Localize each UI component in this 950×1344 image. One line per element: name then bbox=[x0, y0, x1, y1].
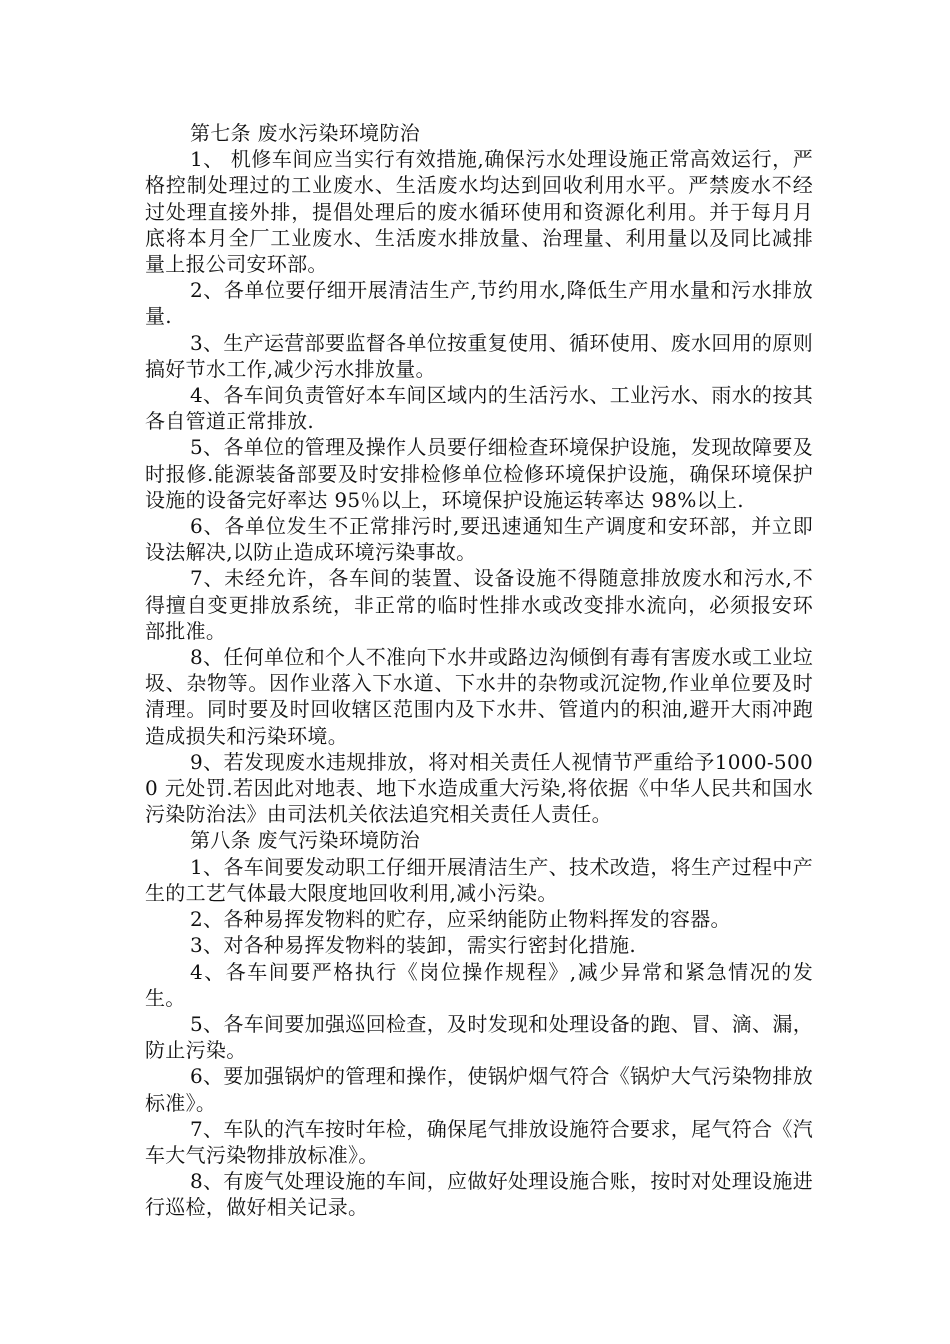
paragraph: 2、各种易挥发物料的贮存，应采纳能防止物料挥发的容器。 bbox=[190, 907, 731, 932]
paragraph: 8、有废气处理设施的车间，应做好处理设施合账，按时对处理设施进行巡检，做好相关记录。 bbox=[145, 1169, 813, 1220]
section-heading-article-7: 第七条 废水污染环境防治 bbox=[190, 121, 420, 145]
paragraph: 3、生产运营部要监督各单位按重复使用、循环使用、废水回用的原则搞好节水工作,减少污水排放量。 bbox=[145, 330, 813, 381]
paragraph: 2、各单位要仔细开展清洁生产,节约用水,降低生产用水量和污水排放量. bbox=[145, 278, 813, 329]
paragraph: 1、各车间要发动职工仔细开展清洁生产、技术改造，将生产过程中产生的工艺气体最大限度地回收利用,减小污染。 bbox=[145, 854, 813, 905]
paragraph: 7、车队的汽车按时年检，确保尾气排放设施符合要求，尾气符合《汽车大气污染物排放标准》。 bbox=[145, 1116, 813, 1167]
document-body bbox=[145, 120, 813, 1221]
paragraph: 9、若发现废水违规排放，将对相关责任人视情节严重给予1000-5000 元处罚.若因此对地表、地下水造成重大污染,将依据《中华人民共和国水污染防治法》由司法机关依法追究相关责任人责任。 bbox=[145, 749, 813, 827]
paragraph: 4、各车间要严格执行《岗位操作规程》,减少异常和紧急情况的发生。 bbox=[145, 959, 813, 1010]
paragraph: 5、各车间要加强巡回检查，及时发现和处理设备的跑、冒、滴、漏，防止污染。 bbox=[145, 1011, 813, 1063]
section-heading-article-8: 第八条 废气污染环境防治 bbox=[190, 828, 420, 853]
paragraph: 6、要加强锅炉的管理和操作，使锅炉烟气符合《锅炉大气污染物排放标准》。 bbox=[145, 1064, 813, 1115]
paragraph: 3、对各种易挥发物料的装卸，需实行密封化措施. bbox=[190, 933, 636, 958]
paragraph: 5、各单位的管理及操作人员要仔细检查环境保护设施，发现故障要及时报修.能源装备部要及时安排检修单位检修环境保护设施，确保环境保护设施的设备完好率达 95％以上，环境保护设施运转率达 98%以上. bbox=[145, 435, 813, 512]
paragraph: 1、 机修车间应当实行有效措施,确保污水处理设施正常高效运行，严格控制处理过的工业废水、生活废水均达到回收利用水平。严禁废水不经过处理直接外排，提倡处理后的废水循环使用和资源化利用。并于每月月底将本月全厂工业废水、生活废水排放量、治理量、利用量以及同比减排量上报公司安环部。 bbox=[145, 147, 813, 277]
paragraph: 4、各车间负责管好本车间区域内的生活污水、工业污水、雨水的按其各自管道正常排放. bbox=[145, 383, 813, 434]
paragraph: 8、任何单位和个人不准向下水井或路边沟倾倒有毒有害废水或工业垃圾、杂物等。因作业落入下水道、下水井的杂物或沉淀物,作业单位要及时清理。同时要及时回收辖区范围内及下水井、管道内的积油,避开大雨冲跑造成损失和污染环境。 bbox=[145, 645, 813, 748]
paragraph: 6、各单位发生不正常排污时,要迅速通知生产调度和安环部，并立即设法解决,以防止造成环境污染事故。 bbox=[145, 514, 813, 565]
paragraph: 7、未经允许，各车间的装置、设备设施不得随意排放废水和污水,不得擅自变更排放系统，非正常的临时性排水或改变排水流向，必须报安环部批准。 bbox=[145, 566, 813, 643]
